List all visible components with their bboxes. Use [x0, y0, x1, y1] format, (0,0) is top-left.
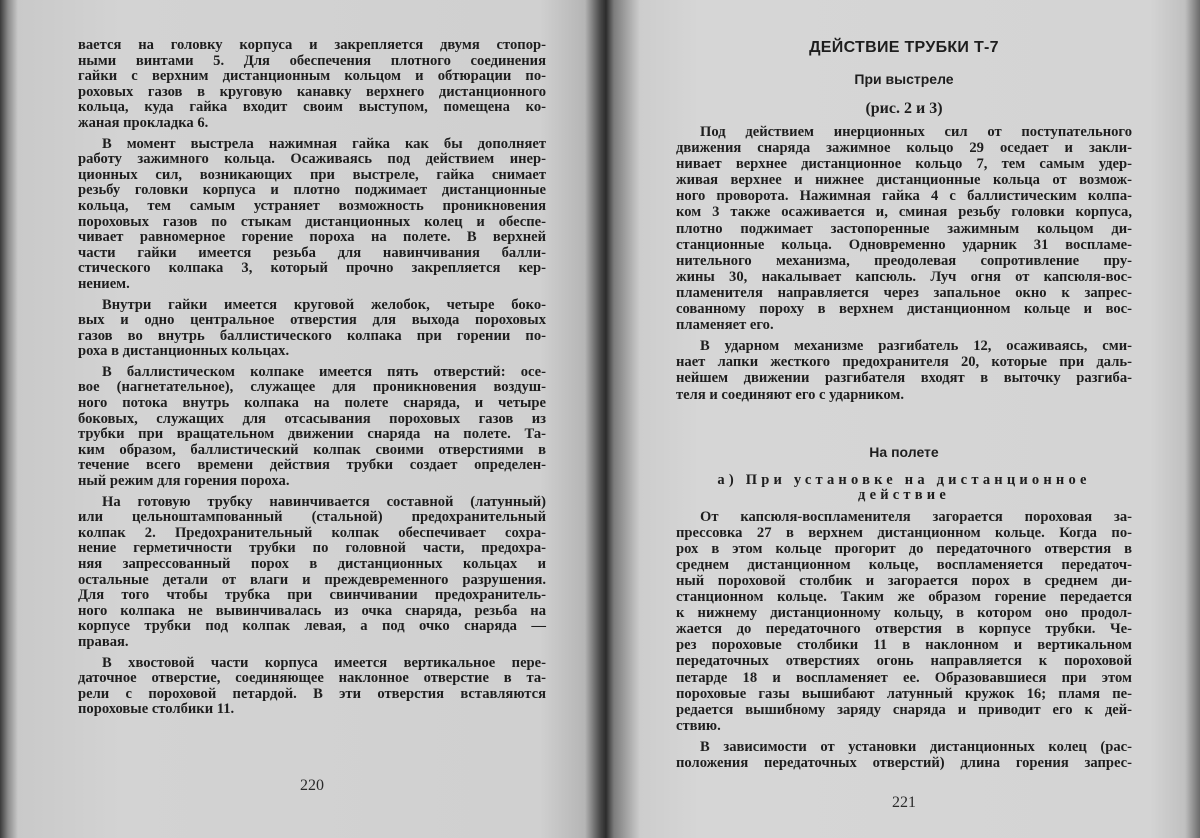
text-line: сованному пороху в верхнем дистанционном кольце и вос-	[676, 301, 1132, 318]
text-line: к нижнему дистанционному кольцу, в котором оно продол-	[676, 605, 1132, 622]
paragraph	[676, 509, 1132, 734]
paragraph	[676, 124, 1132, 333]
heading-line: а) При установке на дистанционное	[717, 471, 1091, 488]
text-line: передаточных отверстиях огонь направляется к пороховой	[676, 653, 1132, 670]
text-line: В момент выстрела нажимная гайка как бы дополняет	[102, 135, 546, 152]
text-line: части гайки имеется резьба для навинчивания балли-	[78, 244, 546, 261]
text-line: остальные детали от влаги и преждевременного разрушения.	[78, 571, 546, 588]
text-line: кольца, тем самым устраняет возможность проникновения	[78, 197, 546, 214]
text-line: петарде 18 и воспламеняет ее. Образовавшиеся при этом	[676, 669, 1132, 686]
paragraph	[676, 338, 1132, 402]
text-line: ного колпака не вывинчивалась из очка снаряда, резьба на	[78, 602, 546, 619]
right-page	[676, 0, 1132, 838]
text-line: ствию.	[676, 717, 721, 734]
text-line: ного потока внутрь колпака на полете снаряда, и четыре	[78, 395, 546, 412]
text-line: ный режим для горения пороха.	[78, 473, 290, 490]
text-line: нительного механизма, преодолевая сопротивление пру-	[676, 252, 1132, 269]
paragraph	[78, 656, 546, 718]
section-heading: На полете	[869, 443, 939, 460]
right-page-text	[676, 38, 1132, 771]
text-line: пламеняет его.	[676, 317, 774, 334]
text-line: нение герметичности трубки по головной части, предохра-	[78, 540, 546, 557]
text-line: колпак 2. Предохранительный колпак обеспечивает сохра-	[78, 524, 546, 541]
text-line: жается до передаточного отверстия в корпусе трубки. Че-	[676, 621, 1132, 638]
page-number: 221	[892, 794, 916, 811]
text-line: пороховых газов по стыкам дистанционных колец и обеспе-	[78, 213, 546, 230]
text-line: ного проворота. Нажимная гайка 4 с баллистическим колпа-	[676, 188, 1132, 205]
figure-reference: (рис. 2 и 3)	[865, 100, 943, 117]
text-line: работу зажимного кольца. Осаживаясь под действием инер-	[78, 151, 546, 168]
text-line: правая.	[78, 633, 129, 650]
paragraph	[78, 38, 546, 132]
text-line: вое (нагнетательное), служащее для проникновения воздуш-	[78, 379, 546, 396]
text-line: нейшем движении разгибателя входят в выточку разгиба-	[676, 370, 1132, 387]
text-line: движения снаряда зажимное кольцо 29 оседает и закли-	[676, 140, 1132, 157]
text-line: В ударном механизме разгибатель 12, осаживаясь, сми-	[700, 338, 1132, 355]
text-line: жины 30, накалывает капсюль. Луч огня от капсюля-вос-	[676, 268, 1132, 285]
subsection-heading	[676, 473, 1132, 503]
text-line: ком 3 также осаживается и, сминая резьбу головки корпуса,	[676, 204, 1132, 221]
text-line: нивает верхнее дистанционное кольцо 7, тем самым удер-	[676, 156, 1132, 173]
text-line: ный пороховой столбик и загорается порох в среднем ди-	[676, 572, 1132, 589]
text-line: нением.	[78, 275, 130, 292]
paragraph	[78, 365, 546, 490]
text-line: станционные кольца. Одновременно ударник 31 воспламе-	[676, 236, 1132, 253]
text-line: рели с пороховой петардой. В эти отверстия вставляются	[78, 685, 546, 702]
text-line: плотно поджимает застопоренные зажимным кольцом ди-	[676, 220, 1132, 237]
text-line: редается вышибному заряду снаряда и приводит его к дей-	[676, 701, 1132, 718]
paragraph	[78, 495, 546, 651]
text-line: На готовую трубку навинчивается составной (латунный)	[102, 493, 546, 510]
text-line: няя запрессованный порох в дистанционных кольцах и	[78, 556, 546, 572]
heading-line: действие	[858, 486, 950, 503]
paragraph	[78, 298, 546, 360]
text-line: Внутри гайки имеется круговой желобок, четыре боко-	[102, 296, 546, 313]
text-line: трубки при вращательном движении снаряда на полете. Та-	[78, 426, 546, 443]
text-line: вых и одно центральное отверстия для выхода пороховых	[78, 312, 546, 329]
text-line: кольца, куда гайка входит своим выступом, помещена ко-	[78, 99, 546, 116]
text-line: рох в этом кольце прогорит до передаточного отверстия в	[676, 540, 1132, 557]
text-line: станционном кольце. Таким же образом горение передается	[676, 589, 1132, 606]
text-line: теля и соединяют его с ударником.	[676, 386, 904, 403]
text-line: вается на головку корпуса и закрепляется двумя стопор-	[78, 37, 546, 53]
text-line: чивает равномерное горение пороха на полете. В верхней	[78, 229, 546, 246]
text-line: стического колпака 3, который прочно закрепляется кер-	[78, 260, 546, 277]
text-line: положения передаточных отверстий) длина горения запрес-	[676, 755, 1132, 771]
text-line: даточное отверстие, соединяющее наклонное отверстие в та-	[78, 670, 546, 687]
text-line: ными винтами 5. Для обеспечения плотного соединения	[78, 52, 546, 69]
text-line: среднем дистанционном кольце, воспламеняется передаточ-	[676, 556, 1132, 573]
text-line: прессовка 27 в верхнем дистанционном кольце. Когда по-	[676, 524, 1132, 541]
text-line: В зависимости от установки дистанционных колец (рас-	[700, 738, 1132, 755]
text-line: Под действием инерционных сил от поступательного	[700, 124, 1132, 140]
text-line: Для того чтобы трубка при свинчивании предохранитель-	[78, 587, 546, 604]
text-line: корпусе трубки под колпак левая, а под очко снаряда —	[78, 618, 546, 635]
text-line: роха в дистанционных кольцах.	[78, 343, 290, 360]
text-line: жаная прокладка 6.	[78, 114, 209, 131]
text-line: рез пороховые столбики 11 в наклонном и вертикальном	[676, 637, 1132, 654]
text-line: От капсюля-воспламенителя загорается пороховая за-	[700, 508, 1132, 525]
text-line: боковых, служащих для отсасывания пороховых газов из	[78, 410, 546, 427]
text-line: резьбу головки корпуса и плотно поджимает дистанционные	[78, 182, 546, 199]
text-line: пламенителя направляется через запальное окно к запрес-	[676, 284, 1132, 301]
text-line: течение всего времени действия трубки создает определен-	[78, 457, 546, 474]
left-page-text	[78, 38, 546, 718]
text-line: В хвостовой части корпуса имеется вертикальное пере-	[102, 654, 546, 671]
section-heading: При выстреле	[854, 71, 954, 87]
paragraph	[676, 739, 1132, 771]
text-line: или цельноштампованный (стальной) предохранительный	[78, 509, 546, 526]
text-line: живая верхнее и нижнее дистанционные кольца от возмож-	[676, 172, 1132, 189]
text-line: газов во внутрь баллистического колпака при горении по-	[78, 327, 546, 344]
text-line: В баллистическом колпаке имеется пять отверстий: осе-	[102, 363, 546, 380]
paragraph	[78, 137, 546, 293]
left-page	[78, 0, 546, 838]
text-line: нает лапки жесткого предохранителя 20, которые при даль-	[676, 354, 1132, 371]
chapter-title: ДЕЙСТВИЕ ТРУБКИ Т-7	[809, 39, 999, 56]
text-line: ким образом, баллистический колпак своими отверстиями в	[78, 441, 546, 458]
text-line: пороховые газы вышибают латунный кружок 16; пламя пе-	[676, 685, 1132, 702]
text-line: ционных сил, возникающих при выстреле, гайка снимает	[78, 166, 546, 183]
text-line: гайки с верхним дистанционным кольцом и обтюрации по-	[78, 68, 546, 85]
text-line: роховых газов в круговую канавку верхнего дистанционного	[78, 83, 546, 100]
page-number: 220	[300, 777, 324, 794]
text-line: пороховые столбики 11.	[78, 701, 235, 718]
